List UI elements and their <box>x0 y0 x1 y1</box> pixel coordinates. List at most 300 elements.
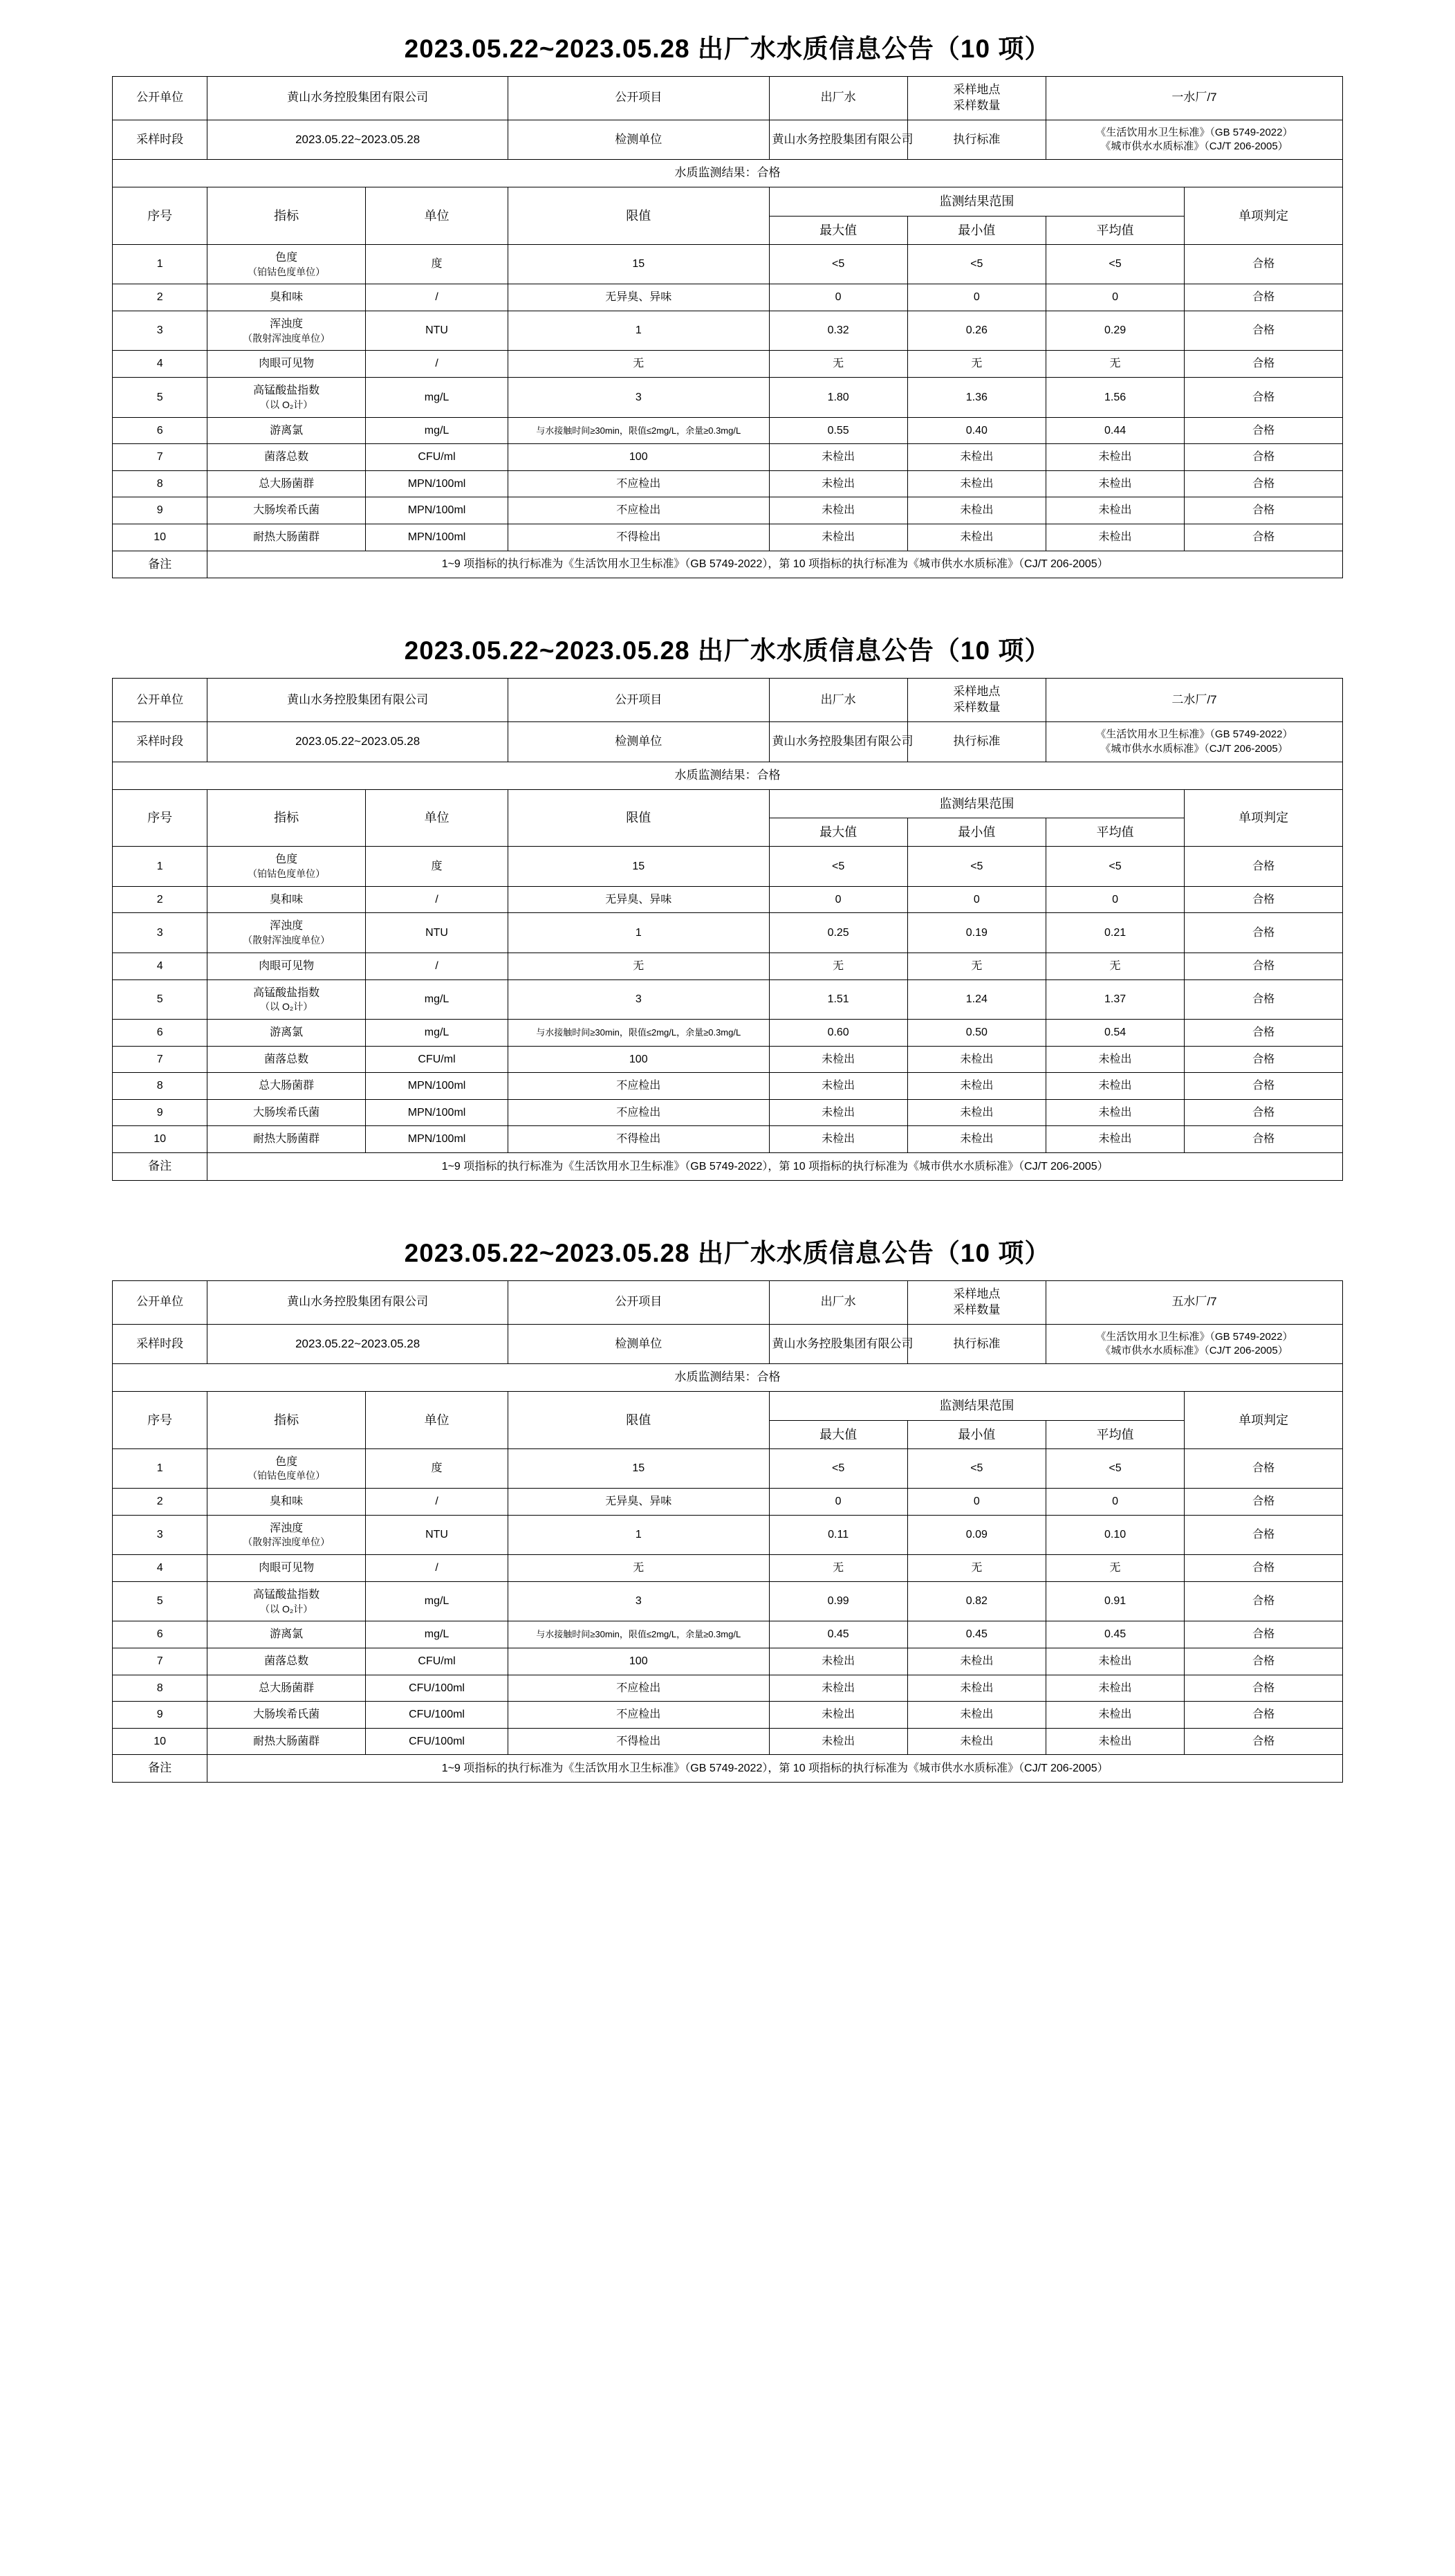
cell-min: 未检出 <box>907 1702 1046 1729</box>
report-table <box>112 1280 1343 1783</box>
cell-avg: 0.21 <box>1046 913 1184 953</box>
cell-max: 0.99 <box>769 1581 907 1621</box>
cell-avg: <5 <box>1046 244 1184 284</box>
cell-min: 无 <box>907 953 1046 979</box>
cell-verdict: 合格 <box>1185 244 1343 284</box>
header-row-unit <box>113 679 1343 722</box>
cell-min: 0.82 <box>907 1581 1046 1621</box>
cell-min: 0 <box>907 284 1046 311</box>
cell-unit: / <box>366 284 508 311</box>
cell-verdict: 合格 <box>1185 886 1343 913</box>
header-row-result <box>113 160 1343 187</box>
col-header-unit: 单位 <box>366 187 508 245</box>
cell-item-name: 高锰酸盐指数 <box>253 385 320 397</box>
cell-verdict: 合格 <box>1185 1073 1343 1100</box>
public-project-label: 公开项目 <box>508 679 770 722</box>
table-row <box>113 1702 1343 1729</box>
cell-min: 未检出 <box>907 1073 1046 1100</box>
cell-verdict: 合格 <box>1185 1515 1343 1554</box>
col-header-avg: 平均值 <box>1046 818 1184 847</box>
overall-result-text: 水质监测结果：合格 <box>113 762 1343 789</box>
sampling-period-label: 采样时段 <box>113 722 207 762</box>
cell-min: 0.40 <box>907 417 1046 444</box>
cell-limit: 不应检出 <box>508 1073 770 1100</box>
cell-max: 0 <box>769 1489 907 1516</box>
cell-unit: CFU/100ml <box>366 1728 508 1755</box>
cell-verdict: 合格 <box>1185 1581 1343 1621</box>
cell-max: 未检出 <box>769 1046 907 1073</box>
water-quality-report <box>112 1204 1343 1783</box>
cell-unit: CFU/100ml <box>366 1675 508 1702</box>
cell-index: 8 <box>113 1073 207 1100</box>
cell-item <box>207 886 366 913</box>
cell-avg: 未检出 <box>1046 1728 1184 1755</box>
sample-site-label <box>907 679 1046 722</box>
cell-limit: 不应检出 <box>508 1675 770 1702</box>
cell-item <box>207 847 366 886</box>
cell-unit: CFU/100ml <box>366 1702 508 1729</box>
cell-item-name: 总大肠菌群 <box>259 477 315 490</box>
cell-item <box>207 524 366 551</box>
cell-avg: 未检出 <box>1046 1648 1184 1675</box>
cell-item-name: 高锰酸盐指数 <box>253 1588 320 1601</box>
cell-item <box>207 1126 366 1153</box>
col-header-verdict: 单项判定 <box>1185 1392 1343 1449</box>
cell-max: 0 <box>769 886 907 913</box>
sampling-period-label: 采样时段 <box>113 120 207 160</box>
water-quality-report <box>112 0 1343 578</box>
standard-line-2: 《城市供水水质标准》（CJ/T 206-2005） <box>1100 140 1288 153</box>
cell-unit: mg/L <box>366 979 508 1019</box>
testing-unit-label: 检测单位 <box>508 1324 770 1364</box>
cell-item-name: 色度 <box>275 251 298 264</box>
cell-item-name: 肉眼可见物 <box>259 959 315 972</box>
cell-limit: 不应检出 <box>508 470 770 497</box>
cell-unit: 度 <box>366 244 508 284</box>
cell-avg: 未检出 <box>1046 1702 1184 1729</box>
cell-item <box>207 913 366 953</box>
cell-item <box>207 1489 366 1516</box>
cell-item-name: 总大肠菌群 <box>259 1080 315 1092</box>
overall-result-text: 水质监测结果：合格 <box>113 160 1343 187</box>
remark-row <box>113 1152 1343 1180</box>
cell-max: <5 <box>769 847 907 886</box>
cell-item-subtitle: （以 O₂计） <box>260 398 313 410</box>
cell-item <box>207 979 366 1019</box>
page-title: 2023.05.22~2023.05.28 出厂水水质信息公告（10 项） <box>404 636 1051 665</box>
cell-verdict: 合格 <box>1185 284 1343 311</box>
standard-line-1: 《生活饮用水卫生标准》（GB 5749-2022） <box>1095 126 1293 138</box>
cell-min: 0.09 <box>907 1515 1046 1554</box>
cell-max: 未检出 <box>769 1702 907 1729</box>
cell-max: 未检出 <box>769 1099 907 1126</box>
cell-max: 未检出 <box>769 470 907 497</box>
cell-item-name: 浑浊度 <box>270 920 304 932</box>
cell-index: 10 <box>113 524 207 551</box>
cell-limit: 15 <box>508 847 770 886</box>
cell-item-subtitle: （铂钴色度单位） <box>248 867 326 879</box>
col-header-limit: 限值 <box>508 789 770 847</box>
cell-min: 未检出 <box>907 1046 1046 1073</box>
cell-unit: mg/L <box>366 417 508 444</box>
col-header-verdict: 单项判定 <box>1185 789 1343 847</box>
col-header-range-group: 监测结果范围 <box>769 789 1185 818</box>
cell-limit: 不得检出 <box>508 1126 770 1153</box>
cell-max: 0.11 <box>769 1515 907 1554</box>
table-row <box>113 470 1343 497</box>
cell-index: 1 <box>113 244 207 284</box>
table-row <box>113 913 1343 953</box>
report-table <box>112 76 1343 578</box>
col-header-range-group: 监测结果范围 <box>769 187 1185 216</box>
cell-min: 未检出 <box>907 1728 1046 1755</box>
cell-verdict: 合格 <box>1185 351 1343 378</box>
cell-max: 未检出 <box>769 1648 907 1675</box>
cell-limit: 无 <box>508 953 770 979</box>
table-row <box>113 378 1343 417</box>
cell-min: 1.36 <box>907 378 1046 417</box>
cell-limit: 不得检出 <box>508 524 770 551</box>
table-row <box>113 1448 1343 1488</box>
cell-min: 未检出 <box>907 1648 1046 1675</box>
cell-verdict: 合格 <box>1185 1126 1343 1153</box>
cell-index: 2 <box>113 886 207 913</box>
cell-limit: 不得检出 <box>508 1728 770 1755</box>
cell-item-subtitle: （铂钴色度单位） <box>248 1470 326 1482</box>
table-row <box>113 1020 1343 1047</box>
cell-max: 0 <box>769 284 907 311</box>
table-row <box>113 524 1343 551</box>
cell-verdict: 合格 <box>1185 1621 1343 1648</box>
cell-item-subtitle: （散射浑浊度单位） <box>243 1536 331 1548</box>
cell-index: 4 <box>113 1555 207 1582</box>
cell-limit: 无异臭、异味 <box>508 284 770 311</box>
cell-min: <5 <box>907 1448 1046 1488</box>
table-header-row-1 <box>113 187 1343 216</box>
table-row <box>113 1728 1343 1755</box>
cell-index: 5 <box>113 1581 207 1621</box>
cell-limit: 15 <box>508 1448 770 1488</box>
cell-item-subtitle: （铂钴色度单位） <box>248 266 326 277</box>
report-table <box>112 678 1343 1180</box>
cell-min: 0.19 <box>907 913 1046 953</box>
cell-item <box>207 953 366 979</box>
table-row <box>113 1648 1343 1675</box>
col-header-avg: 平均值 <box>1046 216 1184 244</box>
cell-index: 10 <box>113 1728 207 1755</box>
cell-verdict: 合格 <box>1185 1555 1343 1582</box>
sample-count-label-line2: 采样数量 <box>953 701 1001 715</box>
cell-unit: / <box>366 886 508 913</box>
cell-max: 0.60 <box>769 1020 907 1047</box>
col-header-min: 最小值 <box>907 216 1046 244</box>
cell-verdict: 合格 <box>1185 847 1343 886</box>
cell-item <box>207 417 366 444</box>
public-project-label: 公开项目 <box>508 1280 770 1324</box>
sample-site-value: 一水厂/7 <box>1046 77 1342 120</box>
cell-limit: 不应检出 <box>508 1702 770 1729</box>
cell-item <box>207 284 366 311</box>
cell-item <box>207 470 366 497</box>
col-header-max: 最大值 <box>769 818 907 847</box>
header-row-period <box>113 722 1343 762</box>
cell-min: 无 <box>907 1555 1046 1582</box>
cell-max: 0.32 <box>769 311 907 350</box>
sample-count-label-line2: 采样数量 <box>953 98 1001 112</box>
cell-verdict: 合格 <box>1185 1046 1343 1073</box>
col-header-avg: 平均值 <box>1046 1420 1184 1448</box>
cell-verdict: 合格 <box>1185 417 1343 444</box>
table-row <box>113 979 1343 1019</box>
cell-verdict: 合格 <box>1185 979 1343 1019</box>
cell-min: 0.50 <box>907 1020 1046 1047</box>
cell-item-name: 耐热大肠菌群 <box>253 1735 320 1747</box>
cell-unit: / <box>366 351 508 378</box>
table-header-row-1 <box>113 789 1343 818</box>
cell-verdict: 合格 <box>1185 378 1343 417</box>
cell-avg: 0 <box>1046 1489 1184 1516</box>
cell-avg: 无 <box>1046 953 1184 979</box>
cell-item-name: 菌落总数 <box>264 1053 309 1065</box>
cell-min: 未检出 <box>907 470 1046 497</box>
col-header-item: 指标 <box>207 1392 366 1449</box>
cell-limit: 与水接触时间≥30min，限值≤2mg/L，余量≥0.3mg/L <box>508 1020 770 1047</box>
cell-index: 8 <box>113 1675 207 1702</box>
cell-min: 未检出 <box>907 1126 1046 1153</box>
cell-min: 未检出 <box>907 444 1046 471</box>
testing-unit-label: 检测单位 <box>508 120 770 160</box>
cell-unit: mg/L <box>366 1621 508 1648</box>
public-unit-label: 公开单位 <box>113 77 207 120</box>
cell-min: 1.24 <box>907 979 1046 1019</box>
cell-item <box>207 444 366 471</box>
header-row-result <box>113 1364 1343 1392</box>
cell-avg: 1.56 <box>1046 378 1184 417</box>
col-header-verdict: 单项判定 <box>1185 187 1343 245</box>
cell-max: 未检出 <box>769 1073 907 1100</box>
table-row <box>113 1621 1343 1648</box>
cell-limit: 1 <box>508 1515 770 1554</box>
cell-min: 未检出 <box>907 1099 1046 1126</box>
cell-max: 0.45 <box>769 1621 907 1648</box>
cell-item-name: 游离氯 <box>270 1027 304 1038</box>
cell-limit: 15 <box>508 244 770 284</box>
cell-max: 0.25 <box>769 913 907 953</box>
section-spacer <box>0 1181 1455 1204</box>
remark-label: 备注 <box>113 551 207 578</box>
cell-item <box>207 1702 366 1729</box>
cell-index: 4 <box>113 953 207 979</box>
testing-unit-value: 黄山水务控股集团有限公司 <box>769 120 907 160</box>
cell-item-name: 大肠埃希氏菌 <box>253 1709 320 1721</box>
cell-limit: 无异臭、异味 <box>508 886 770 913</box>
col-header-index: 序号 <box>113 187 207 245</box>
sample-site-value: 二水厂/7 <box>1046 679 1342 722</box>
cell-min: <5 <box>907 847 1046 886</box>
cell-index: 8 <box>113 470 207 497</box>
cell-item-name: 色度 <box>275 1455 298 1468</box>
cell-item <box>207 1648 366 1675</box>
cell-index: 9 <box>113 1702 207 1729</box>
cell-index: 7 <box>113 1648 207 1675</box>
cell-item <box>207 311 366 350</box>
cell-item-name: 肉眼可见物 <box>259 1562 315 1574</box>
table-row <box>113 1073 1343 1100</box>
cell-avg: 0 <box>1046 886 1184 913</box>
sample-site-label-line1: 采样地点 <box>953 83 1001 96</box>
cell-avg: 未检出 <box>1046 470 1184 497</box>
table-row <box>113 417 1343 444</box>
cell-unit: MPN/100ml <box>366 497 508 524</box>
table-row <box>113 847 1343 886</box>
cell-avg: 未检出 <box>1046 524 1184 551</box>
cell-max: 无 <box>769 953 907 979</box>
cell-item-name: 总大肠菌群 <box>259 1682 315 1694</box>
table-row <box>113 953 1343 979</box>
table-row <box>113 351 1343 378</box>
standard-label: 执行标准 <box>907 1324 1046 1364</box>
cell-limit: 1 <box>508 311 770 350</box>
cell-item-name: 耐热大肠菌群 <box>253 531 320 543</box>
cell-item-name: 菌落总数 <box>264 451 309 463</box>
cell-avg: 未检出 <box>1046 1675 1184 1702</box>
sample-count-label-line2: 采样数量 <box>953 1303 1001 1316</box>
cell-index: 10 <box>113 1126 207 1153</box>
cell-unit: 度 <box>366 847 508 886</box>
col-header-index: 序号 <box>113 789 207 847</box>
standard-value <box>1046 120 1342 160</box>
cell-verdict: 合格 <box>1185 1020 1343 1047</box>
cell-item <box>207 1448 366 1488</box>
cell-unit: CFU/ml <box>366 1046 508 1073</box>
cell-verdict: 合格 <box>1185 1489 1343 1516</box>
cell-item-name: 臭和味 <box>270 1496 304 1508</box>
cell-unit: MPN/100ml <box>366 1099 508 1126</box>
sample-site-value: 五水厂/7 <box>1046 1280 1342 1324</box>
sampling-period-value: 2023.05.22~2023.05.28 <box>207 1324 508 1364</box>
cell-unit: mg/L <box>366 1581 508 1621</box>
cell-limit: 无 <box>508 1555 770 1582</box>
remark-row <box>113 1755 1343 1783</box>
cell-limit: 100 <box>508 444 770 471</box>
cell-item-name: 色度 <box>275 854 298 866</box>
cell-index: 1 <box>113 847 207 886</box>
standard-line-2: 《城市供水水质标准》（CJ/T 206-2005） <box>1100 742 1288 755</box>
col-header-limit: 限值 <box>508 187 770 245</box>
remark-row <box>113 551 1343 578</box>
cell-avg: 未检出 <box>1046 1046 1184 1073</box>
cell-limit: 100 <box>508 1648 770 1675</box>
cell-avg: 0.29 <box>1046 311 1184 350</box>
overall-result-text: 水质监测结果：合格 <box>113 1364 1343 1392</box>
testing-unit-label: 检测单位 <box>508 722 770 762</box>
remark-text: 1~9 项指标的执行标准为《生活饮用水卫生标准》（GB 5749-2022），第 10 项指标的执行标准为《城市供水水质标准》（CJ/T 206-2005） <box>207 1755 1343 1783</box>
table-row <box>113 497 1343 524</box>
cell-max: 0.55 <box>769 417 907 444</box>
cell-item-name: 游离氯 <box>270 1628 304 1641</box>
cell-item <box>207 1621 366 1648</box>
cell-max: <5 <box>769 1448 907 1488</box>
cell-avg: 0.54 <box>1046 1020 1184 1047</box>
cell-unit: NTU <box>366 1515 508 1554</box>
cell-min: 0.45 <box>907 1621 1046 1648</box>
cell-limit: 与水接触时间≥30min，限值≤2mg/L，余量≥0.3mg/L <box>508 1621 770 1648</box>
cell-limit: 与水接触时间≥30min，限值≤2mg/L，余量≥0.3mg/L <box>508 417 770 444</box>
cell-avg: 1.37 <box>1046 979 1184 1019</box>
public-project-value: 出厂水 <box>769 77 907 120</box>
cell-avg: 无 <box>1046 351 1184 378</box>
cell-verdict: 合格 <box>1185 1648 1343 1675</box>
cell-limit: 3 <box>508 378 770 417</box>
cell-unit: CFU/ml <box>366 444 508 471</box>
cell-unit: mg/L <box>366 378 508 417</box>
cell-item-subtitle: （散射浑浊度单位） <box>243 332 331 344</box>
testing-unit-value: 黄山水务控股集团有限公司 <box>769 1324 907 1364</box>
remark-text: 1~9 项指标的执行标准为《生活饮用水卫生标准》（GB 5749-2022），第 10 项指标的执行标准为《城市供水水质标准》（CJ/T 206-2005） <box>207 1152 1343 1180</box>
public-unit-label: 公开单位 <box>113 1280 207 1324</box>
cell-unit: MPN/100ml <box>366 470 508 497</box>
cell-limit: 100 <box>508 1046 770 1073</box>
col-header-max: 最大值 <box>769 1420 907 1448</box>
cell-unit: / <box>366 953 508 979</box>
table-row <box>113 1555 1343 1582</box>
cell-index: 7 <box>113 444 207 471</box>
cell-limit: 3 <box>508 979 770 1019</box>
cell-index: 6 <box>113 1020 207 1047</box>
table-row <box>113 886 1343 913</box>
table-row <box>113 1126 1343 1153</box>
cell-avg: 0.44 <box>1046 417 1184 444</box>
cell-item-name: 臭和味 <box>270 893 304 905</box>
cell-index: 2 <box>113 284 207 311</box>
public-unit-value: 黄山水务控股集团有限公司 <box>207 77 508 120</box>
cell-max: 未检出 <box>769 1675 907 1702</box>
cell-limit: 无异臭、异味 <box>508 1489 770 1516</box>
remark-label: 备注 <box>113 1152 207 1180</box>
section-spacer <box>0 578 1455 602</box>
cell-verdict: 合格 <box>1185 311 1343 350</box>
cell-avg: 未检出 <box>1046 1126 1184 1153</box>
cell-verdict: 合格 <box>1185 1702 1343 1729</box>
cell-index: 6 <box>113 1621 207 1648</box>
cell-item-subtitle: （以 O₂计） <box>260 1603 313 1614</box>
col-header-range-group: 监测结果范围 <box>769 1392 1185 1420</box>
cell-unit: / <box>366 1555 508 1582</box>
cell-max: 未检出 <box>769 1728 907 1755</box>
public-unit-value: 黄山水务控股集团有限公司 <box>207 679 508 722</box>
table-row <box>113 244 1343 284</box>
cell-max: 1.51 <box>769 979 907 1019</box>
cell-index: 3 <box>113 913 207 953</box>
cell-avg: 未检出 <box>1046 497 1184 524</box>
cell-min: <5 <box>907 244 1046 284</box>
cell-index: 1 <box>113 1448 207 1488</box>
col-header-item: 指标 <box>207 187 366 245</box>
public-unit-value: 黄山水务控股集团有限公司 <box>207 1280 508 1324</box>
cell-max: 1.80 <box>769 378 907 417</box>
cell-verdict: 合格 <box>1185 1728 1343 1755</box>
cell-item <box>207 1046 366 1073</box>
table-header-row-1 <box>113 1392 1343 1420</box>
cell-max: <5 <box>769 244 907 284</box>
cell-item <box>207 244 366 284</box>
cell-item <box>207 497 366 524</box>
cell-item-name: 高锰酸盐指数 <box>253 986 320 999</box>
table-row <box>113 1046 1343 1073</box>
table-row <box>113 284 1343 311</box>
cell-item <box>207 1555 366 1582</box>
cell-limit: 不应检出 <box>508 497 770 524</box>
